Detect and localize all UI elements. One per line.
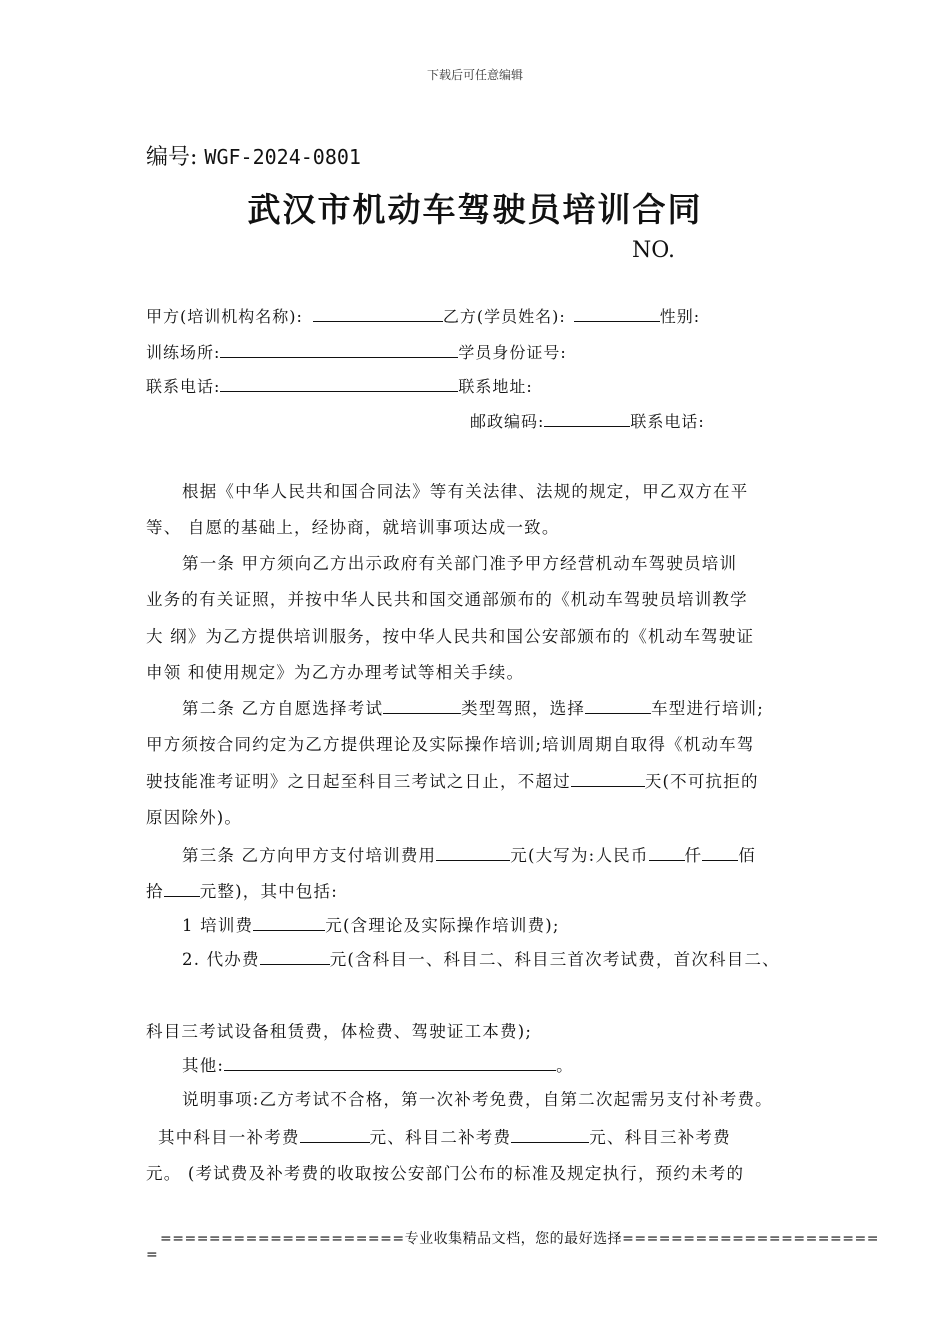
training-site-label: 训练场所: [146,343,221,362]
party-b-label: 乙方(学员姓名): [442,307,566,326]
number-value: WGF-2024-0801 [204,145,361,169]
retake-1-field[interactable] [300,1127,370,1143]
training-site-field[interactable] [220,342,458,358]
article-2-line-1 [182,695,764,719]
article-3-line-2 [146,878,338,902]
notes-line-3: 元。 (考试费及补考费的收取按公安部门公布的标准及规定执行，预约未考的 [146,1164,745,1183]
notes-line-1: 说明事项:乙方考试不合格，第一次补考免费，自第二次起需另支付补考费。 [182,1090,773,1109]
postcode-field[interactable] [544,411,630,427]
item-1 [182,912,560,936]
article-3-line-1 [182,842,756,866]
article-2-text-b: 类型驾照，选择 [461,699,586,718]
other-field[interactable] [224,1055,556,1071]
postcode-row [470,409,705,432]
article-3-text-a: 第三条 乙方向甲方支付培训费用 [182,846,437,865]
agency-fee-field[interactable] [260,949,330,965]
phone-b-label: 联系电话: [630,412,705,431]
intro-line-2: 等、 自愿的基础上，经协商，就培训事项达成一致。 [146,518,560,537]
page-title: 武汉市机动车驾驶员培训合同 [247,190,703,229]
item-2-text: 元(含科目一、科目二、科目三首次考试费，首次科目二、 [329,950,780,969]
address-label: 联系地址: [458,377,533,396]
article-1-line-3: 大 纲》为乙方提供培训服务，按中华人民共和国公安部颁布的《机动车驾驶证 [146,627,755,646]
article-2-text-e: 天(不可抗拒的 [644,772,759,791]
training-fee-field[interactable] [253,915,325,931]
party-a-field[interactable] [313,306,443,322]
phone-row [146,374,533,397]
vehicle-type-field[interactable] [585,698,651,714]
article-1-line-4: 申领 和使用规定》为乙方办理考试等相关手续。 [146,663,525,682]
number-label: 编号: [146,145,198,170]
article-2-line-2: 甲方须按合同约定为乙方提供理论及实际操作培训;培训周期自取得《机动车驾 [146,735,755,754]
footer-banner: ====================专业收集精品文档，您的最好选择===================== [160,1231,879,1247]
hundreds-field[interactable] [702,845,738,861]
article-3-text-c: 仟 [684,846,703,865]
total-fee-field[interactable] [436,845,510,861]
contract-no: NO. [632,238,675,263]
article-1-line-1: 第一条 甲方须向乙方出示政府有关部门准予甲方经营机动车驾驶员培训 [182,554,738,573]
phone-a-label: 联系电话: [146,377,221,396]
party-a-label: 甲方(培训机构名称): [146,307,303,326]
site-row [146,340,567,363]
retake-2-field[interactable] [511,1127,589,1143]
retake-3-label: 元、科目三补考费 [589,1128,731,1147]
intro-line-1: 根据《中华人民共和国合同法》等有关法律、法规的规定，甲乙双方在平 [182,482,749,501]
article-3-text-b: 元(大写为:人民币 [510,846,649,865]
article-2-text-a: 第二条 乙方自愿选择考试 [182,699,384,718]
article-3-text-e: 拾 [146,882,164,901]
other-label: 其他: [182,1056,225,1075]
thousands-field[interactable] [649,845,685,861]
article-3-text-d: 佰 [738,846,756,865]
article-2-line-4: 原因除外)。 [146,808,243,827]
article-1-line-2: 业务的有关证照，并按中华人民共和国交通部颁布的《机动车驾驶员培训教学 [146,590,748,609]
footer-tail: = [146,1247,159,1263]
other-row [182,1052,574,1076]
days-field[interactable] [571,771,645,787]
notes-line-2 [158,1124,731,1148]
other-end: 。 [556,1056,574,1075]
phone-a-field[interactable] [220,376,458,392]
item-1-label: 1 培训费 [182,916,254,935]
party-b-field[interactable] [574,306,660,322]
retake-2-label: 元、科目二补考费 [369,1128,512,1147]
gender-label: 性别: [659,307,701,326]
item-2-continued: 科目三考试设备租赁费，体检费、驾驶证工本费); [146,1022,533,1041]
item-1-text: 元(含理论及实际操作培训费); [325,916,560,935]
article-2-line-3 [146,768,759,792]
student-id-label: 学员身份证号: [458,343,567,362]
article-2-text-c: 车型进行培训; [651,699,765,718]
item-2-label: 2. 代办费 [182,950,260,969]
license-type-field[interactable] [383,698,461,714]
article-2-text-d: 驶技能准考证明》之日起至科目三考试之日止，不超过 [146,772,571,791]
tens-field[interactable] [164,881,200,897]
party-a-row [146,304,700,327]
postcode-label: 邮政编码: [470,412,545,431]
document-number [146,140,361,171]
item-2 [182,946,780,970]
article-3-text-f: 元整)，其中包括: [199,882,338,901]
retake-1-label: 其中科目一补考费 [158,1128,300,1147]
download-note: 下载后可任意编辑 [426,68,523,82]
